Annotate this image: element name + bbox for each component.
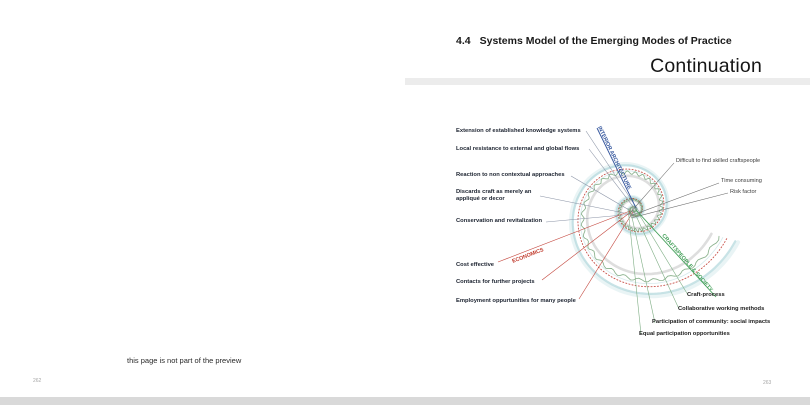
- section-title: Systems Model of the Emerging Modes of Practice: [479, 35, 732, 47]
- factor-label: Employment oppurtunities for many people: [456, 298, 576, 304]
- factor-label: Risk factor: [730, 189, 757, 195]
- factor-label: Local resistance to external and global flows: [456, 146, 580, 152]
- section-number: 4.4: [456, 35, 471, 47]
- factor-label: Contacts for further projects: [456, 279, 535, 285]
- factor-label: Collaborative working methods: [678, 305, 765, 312]
- factor-label: Extension of established knowledge systems: [456, 128, 581, 134]
- factor-label: Difficult to find skilled craftspeople: [676, 158, 761, 164]
- page-title: Continuation: [650, 55, 762, 77]
- axis-label-craftspeople-society: CRAFTSPEOPLE & SOCIETY: [660, 233, 714, 293]
- factor-label: Reaction to non contextual approaches: [456, 172, 565, 178]
- viewport-edge-bar: [0, 397, 810, 405]
- right-page-number: 263: [763, 380, 772, 386]
- factor-label: Conservation and revitalization: [456, 218, 543, 224]
- axis-label-economics: ECONOMICS: [511, 247, 545, 265]
- left-page-number: 262: [33, 378, 42, 384]
- factor-label: Discards craft as merely an appliqué or decor: [456, 189, 532, 203]
- factor-label: Equal participation opportunities: [639, 330, 730, 337]
- factor-label: Time consuming: [721, 178, 762, 184]
- factor-label: Cost effective: [456, 262, 495, 268]
- preview-note: this page is not part of the preview: [127, 356, 242, 365]
- axis-label-interior-architecture: INTERIOR ARCHITECTURE: [596, 125, 632, 191]
- factor-label: Participation of community: social impacts: [652, 319, 771, 325]
- factor-label: Craft-process: [687, 292, 725, 298]
